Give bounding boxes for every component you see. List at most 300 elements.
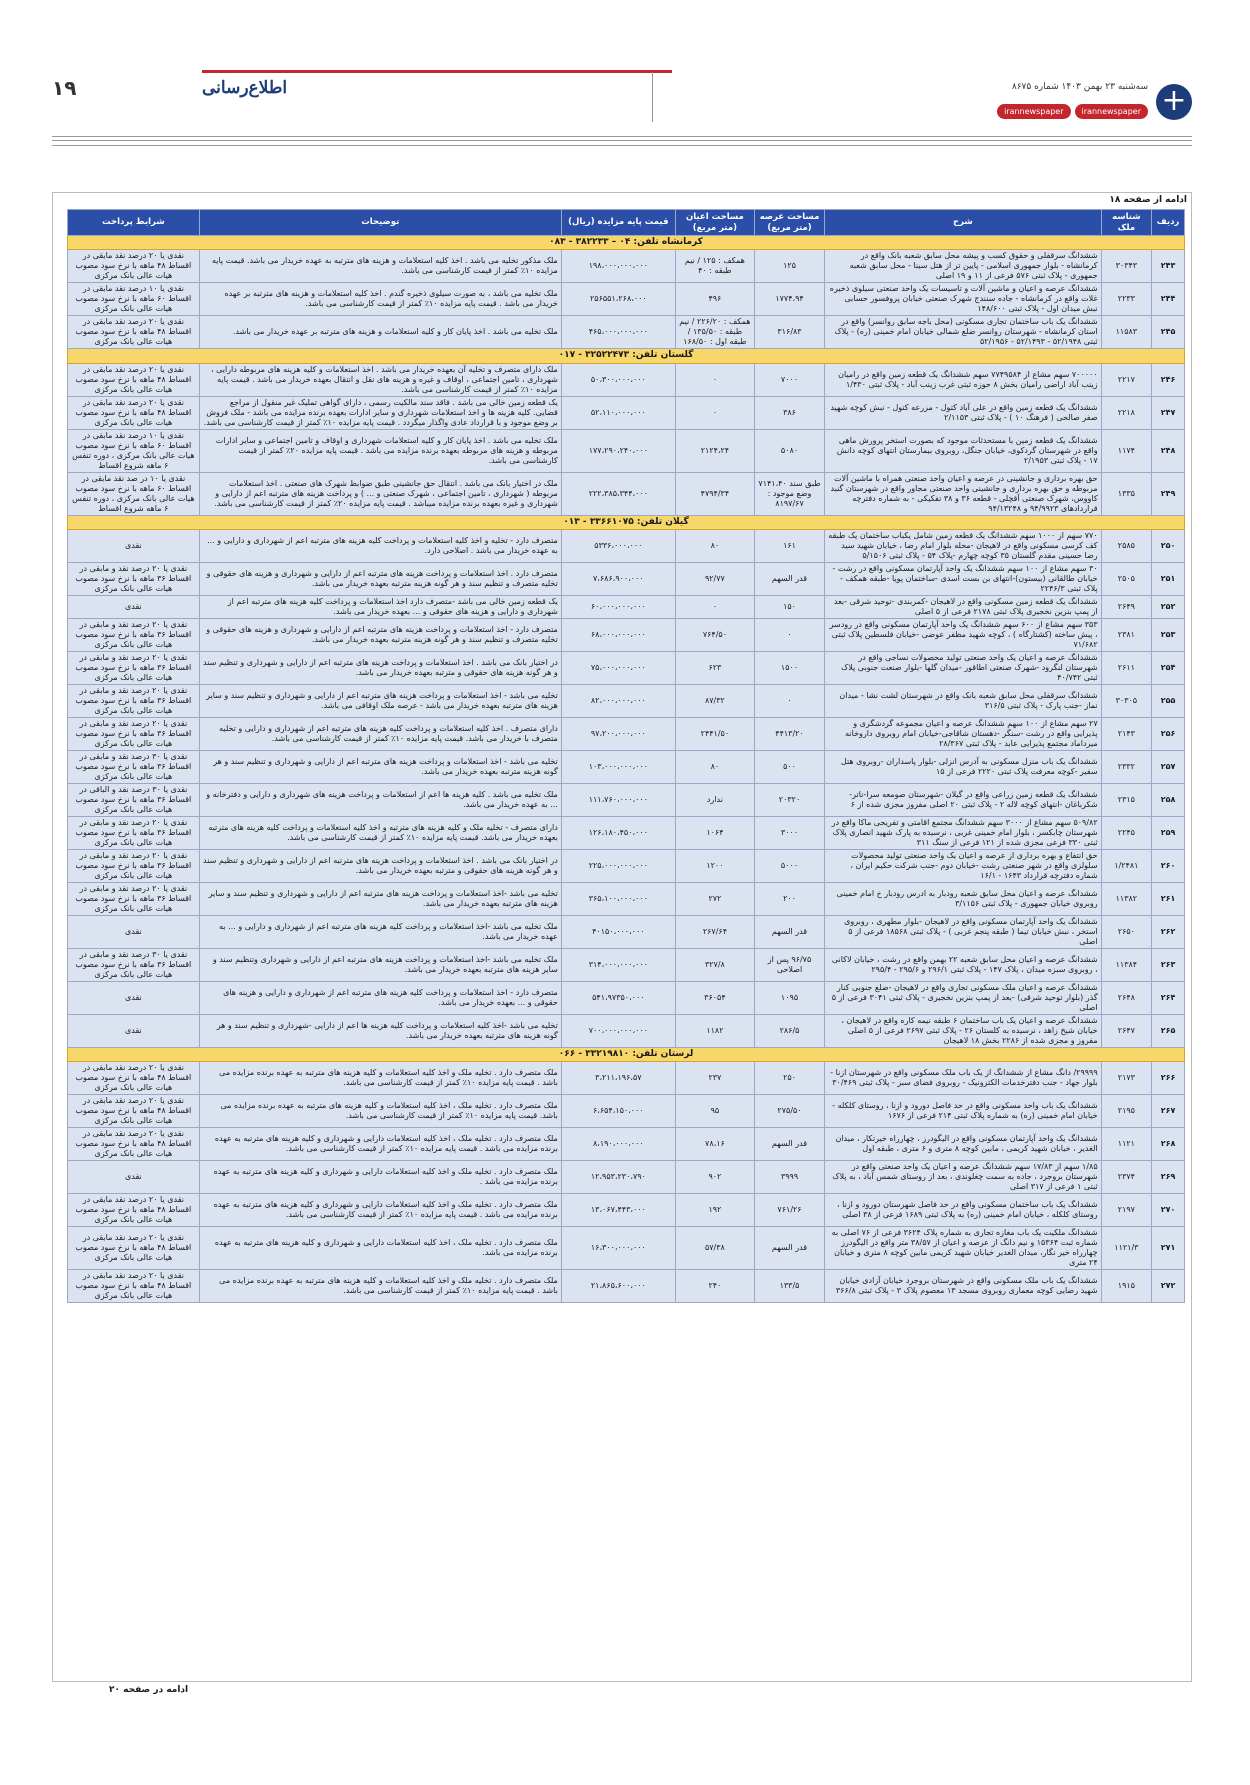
header-divider [652, 72, 653, 122]
property-id: ۲۳۱۵ [1101, 783, 1151, 816]
column-header: شناسه ملک [1101, 210, 1151, 236]
base-price: ۷۰۰،۰۰۰،۰۰۰،۰۰۰ [561, 1014, 675, 1047]
row-number: ۲۵۲ [1152, 595, 1185, 618]
property-id: ۲۲۴۵ [1101, 816, 1151, 849]
table-row [68, 316, 1185, 349]
dateline: سه‌شنبه ۲۳ بهمن ۱۴۰۳ شماره ۸۶۷۵ [1011, 82, 1148, 92]
land-area: ۱۷۷۴،۹۴ [754, 283, 824, 316]
row-number: ۲۵۰ [1152, 529, 1185, 562]
row-number: ۲۴۶ [1152, 363, 1185, 396]
land-area: ۷۰۰۰ [754, 363, 824, 396]
table-row [68, 250, 1185, 283]
property-description: ششدانگ یک قطعه زمین با مستحدثات موجود که بصورت استخر پرورش ماهی واقع در شهرستان گردکوی، خیابان جنگل، روبروی بیمارستان انتهای کوچه دانش ۱۷ - پلاک ثبتی ۲/۱۹۵۳ [825, 429, 1102, 472]
property-description: ششدانگ عرصه و اعیان محل سابق شعبه رودبار به ادرس رودبار خ امام خمینی روبروی خیابان جمهوری - پلاک ثبتی ۳/۱۱۵۶ [825, 882, 1102, 915]
province-title: لرستان تلفن: ۳۳۲۱۹۸۱۰ - ۰۶۶ [68, 1047, 1185, 1061]
payment-terms: نقدی یا ۳۰ درصد نقد و مابقی در اقساط ۳۶ ماهه با نرخ سود مصوب هیات عالی بانک مرکزی [68, 948, 200, 981]
province-header [68, 349, 1185, 363]
auction-notes: ملک تخلیه می باشد . اخذ پایان کار و کلیه استعلامات و هزینه های مترتبه بر عهده خریدار می باشد. [199, 316, 561, 349]
land-area: ۲۷۵/۵۰ [754, 1095, 824, 1128]
base-price: ۶۰،۰۰۰،۰۰۰،۰۰۰ [561, 595, 675, 618]
built-area: ۳۲۷/۸ [675, 948, 754, 981]
land-area: قدر السهم [754, 1227, 824, 1270]
base-price: ۲۱،۸۶۵،۶۰۰،۰۰۰ [561, 1270, 675, 1303]
base-price: ۴۰۱۵۰،۰۰۰،۰۰۰ [561, 915, 675, 948]
divider [52, 140, 1192, 141]
property-description: ششدانگ یک واحد آپارتمان مسکونی واقع در الیگودرز ، چهارراه خیرتکار ، میدان الغدیر ، خیابان شهید کریمی ، مابین کوچه ۸ متری و ۶ متری ، طبقه اول [825, 1128, 1102, 1161]
payment-terms: نقدی یا ۲۰ درصد نقد مابقی در اقساط ۴۸ ماهه با نرخ سود مصوب هیات عالی بانک مرکزی [68, 316, 200, 349]
row-number: ۲۶۸ [1152, 1128, 1185, 1161]
auction-notes: ملک تخلیه می باشد -اخذ استعلامات و پرداخت هزینه های مترتبه اعم از دارایی و شهرداری وتنظیم سند و سایر هزینه های مترتبه بعهده خریدار می باشد. [199, 948, 561, 981]
province-header [68, 1047, 1185, 1061]
payment-terms: نقدی یا ۲۰ درصد نقد و مابقی در اقساط ۳۶ ماهه با نرخ سود مصوب هیات عالی بانک مرکزی [68, 717, 200, 750]
auction-notes: ملک متصرف دارد . تخلیه ملک ، اخذ کلیه استعلامات دارایی و شهرداری و کلیه هزینه های مترتبه به عهده برنده مزایده می باشد . قیمت پایه مزایده ۱۰٪ کمتر از قیمت کارشناسی می باشد. [199, 1128, 561, 1161]
auction-notes: متصرف دارد - اخذ استعلامات و پرداخت کلیه هزینه های مترتبه اعم از شهرداری و دارایی و هزینه های حقوقی و ... بعهده خریدار می باشد. [199, 981, 561, 1014]
table-header-row [68, 210, 1185, 236]
property-id: ۲۳۸۱ [1101, 618, 1151, 651]
base-price: ۱۳،۰۶۷،۴۴۳،۰۰۰ [561, 1194, 675, 1227]
table-row [68, 618, 1185, 651]
property-description: ششدانگ سرقفلی محل سابق شعبه بانک واقع در شهرستان لشت نشا - میدان نماز -جنب پارک - پلاک ثبتی ۳۱۶/۵ [825, 684, 1102, 717]
land-area: ۲۸۶/۵ [754, 1014, 824, 1047]
table-row [68, 1270, 1185, 1303]
auction-notes: ملک تخلیه می باشد . کلیه هزینه ها اعم از استعلامات و پرداخت هزینه های شهرداری و دارایی و دفترخانه و ... به عهده خریدار می باشد. [199, 783, 561, 816]
property-id: ۱۱۲۱ [1101, 1128, 1151, 1161]
table-row [68, 595, 1185, 618]
payment-terms: نقدی [68, 1014, 200, 1047]
payment-terms: نقدی [68, 595, 200, 618]
property-id: ۱۳۳۵ [1101, 472, 1151, 515]
property-description: ششدانگ یک قطعه زمین واقع در علی آباد کتول - مزرعه کتول - نبش کوچه شهید صفر صالحی ( فرهنگ ۱۰ ) - پلاک ثبتی ۲/۱۱۵۳ [825, 396, 1102, 429]
payment-terms: نقدی یا ۲۰ درصد نقد مابقی در اقساط ۴۸ ماهه با نرخ سود مصوب هیات عالی بانک مرکزی [68, 1227, 200, 1270]
property-id: ۱۱۷۴ [1101, 429, 1151, 472]
table-row [68, 684, 1185, 717]
land-area: ۳۹۹۹ [754, 1161, 824, 1194]
payment-terms: نقدی [68, 981, 200, 1014]
auction-notes: در اختیار بانک می باشد . اخذ استعلامات و پرداخت هزینه های مترتبه اعم از دارایی و شهرداری و تنظیم سند و هر گونه هزینه های حقوقی و مترتبه بعهده خریدار می باشد. [199, 849, 561, 882]
land-area: ۱۵۰۰ [754, 651, 824, 684]
payment-terms: نقدی یا ۲۰ درصد نقد و مابقی در اقساط ۳۶ ماهه با نرخ سود مصوب هیات عالی بانک مرکزی [68, 618, 200, 651]
land-area: ۰ [754, 618, 824, 651]
province-header [68, 236, 1185, 250]
base-price: ۳۶۵،۱۰۰،۰۰۰،۰۰۰ [561, 882, 675, 915]
built-area: ۲۷۲ [675, 882, 754, 915]
row-number: ۲۵۳ [1152, 618, 1185, 651]
built-area: ۲۶۷/۶۴ [675, 915, 754, 948]
row-number: ۲۷۰ [1152, 1194, 1185, 1227]
property-description: ششدانگ یک باب منزل مسکونی به آدرس انزلی -بلوار پاسداران -روبروی هتل سفیر -کوچه معرفت پلاک ثبتی ۲۲۲۰ فرعی از ۱۵ [825, 750, 1102, 783]
built-area: ۳۶۰۵۴ [675, 981, 754, 1014]
payment-terms: نقدی یا ۲۰ درصد نقد و مابقی در اقساط ۳۶ ماهه با نرخ سود مصوب هیات عالی بانک مرکزی [68, 684, 200, 717]
base-price: ۷۵،۰۰۰،۰۰۰،۰۰۰ [561, 651, 675, 684]
table-row [68, 1095, 1185, 1128]
land-area: ۵۰۸۰ [754, 429, 824, 472]
auction-notes: ملک متصرف دارد . تخلیه ملک و اخذ کلیه استعلامات دارایی و شهرداری و کلیه هزینه های مترتبه به عهده برنده مزایده می باشد . قیمت پایه مزایده ۱۰٪ کمتر از قیمت کارشناسی می باشد. [199, 1194, 561, 1227]
payment-terms: نقدی [68, 529, 200, 562]
auction-notes: یک قطعه زمین خالی می باشد -متصرف دارد اخذ استعلامات و پرداخت کلیه هزینه های مترتبه اعم از شهرداری و دارایی و هزینه های حقوقی و ... بعهده خریدار می باشد. [199, 595, 561, 618]
property-id: ۲۱۷۳ [1101, 1062, 1151, 1095]
property-id: ۲۲۳۳ [1101, 283, 1151, 316]
payment-terms: نقدی یا ۱۰ در صد نقد مابقی در اقساط ۶۰ ماهه با نرخ سود مصوب هیات عالی بانک مرکزی ، دوره تنفس ۶ ماهه شروع اقساط [68, 472, 200, 515]
auction-notes: ملک دارای متصرف و تخلیه آن بعهده خریدار می باشد . اخذ استعلامات و کلیه هزینه های مربوطه دارایی ، شهرداری ، تامین اجتماعی ، اوقاف و غیره و هزینه های نقل و انتقال بعهده خریدار می باشد . قیمت پایه مزایده ۱۰٪ کمتر از قیمت کارشناسی می باشد. [199, 363, 561, 396]
built-area: ۹۰۲ [675, 1161, 754, 1194]
table-row [68, 562, 1185, 595]
property-description: ششدانگ ملکیت یک باب مغازه تجاری به شماره پلاک ۳۶۲۴ فرعی از ۷۶ اصلی به شماره ثبت ۱۵۳۶۴ و نیم دانگ از عرصه و اعیان از ۳۸/۵۷ متر واقع در الیگودرز چهارراه خیر نگار، میدان الغدیر خیابان شهید کریمی مابین کوچه ۸ متری و خیابان ۲۴ متری [825, 1227, 1102, 1270]
table-row [68, 915, 1185, 948]
table-row [68, 396, 1185, 429]
table-row [68, 1161, 1185, 1194]
plus-icon: + [1156, 84, 1192, 120]
base-price: ۸۲،۰۰۰،۰۰۰،۰۰۰ [561, 684, 675, 717]
auction-notes: ملک متصرف دارد . تخلیه ملک و اخذ کلیه استعلامات و کلیه هزینه های مترتبه به عهده برنده مزایده می باشد . قیمت پایه مزایده ۱۰٪ کمتر از قیمت کارشناسی می باشد. [199, 1062, 561, 1095]
table-row [68, 750, 1185, 783]
built-area: ۰ [675, 595, 754, 618]
land-area: ۳۰۰۰ [754, 816, 824, 849]
property-table [67, 209, 1185, 1303]
built-area: ۹۲/۷۷ [675, 562, 754, 595]
row-number: ۲۶۷ [1152, 1095, 1185, 1128]
province-title: گیلان تلفن: ۳۳۶۶۱۰۷۵ - ۰۱۳ [68, 515, 1185, 529]
payment-terms: نقدی یا ۲۰ درصد نقد مابقی در اقساط ۴۸ ماهه با نرخ سود مصوب هیات عالی بانک مرکزی [68, 1128, 200, 1161]
property-id: ۲۵۸۵ [1101, 529, 1151, 562]
property-description: ششدانگ سرقفلی و حقوق کسب و پیشه محل سابق شعبه بانک واقع در کرمانشاه - بلوار جمهوری اسلامی - پایین تر از هتل سینا - محل سابق شعبه جمهوری - پلاک ثبتی ۵۷۶ فرعی از ۱۱ و ۱۹ اصلی [825, 250, 1102, 283]
built-area: ۱۰۶۴ [675, 816, 754, 849]
row-number: ۲۴۵ [1152, 316, 1185, 349]
land-area: قدر السهم [754, 915, 824, 948]
property-id: ۲۲۱۷ [1101, 363, 1151, 396]
property-id: ۱۹۱۵ [1101, 1270, 1151, 1303]
header-rule [202, 70, 672, 73]
land-area: ۲۰۳۲۰ [754, 783, 824, 816]
province-header [68, 515, 1185, 529]
property-description: ششدانگ عرصه و اعیان و ماشین آلات و تاسیسات یک واحد صنعتی سیلوی ذخیره غلات واقع در کرمانشاه - جاده سنندج شهرک صنعتی خیابان پروفسور حسابی نبش میدان اول - پلاک ثبتی ۱۴۸/۶۰۰ [825, 283, 1102, 316]
auction-notes: تخلیه می باشد - اخذ استعلامات و پرداخت هزینه های مترتبه اعم از دارایی و شهرداری و تنظیم سند و هر گونه هزینه مترتبه بعهده خریدار می باشد. [199, 750, 561, 783]
built-area: ۰ [675, 396, 754, 429]
property-description: حق انتفاع و بهره برداری از عرصه و اعیان یک واحد صنعتی تولید محصولات سلولزی واقع در شهر صنعتی رشت -خیابان دوم -جنب شرکت حکیم ایران ، شماره دفترچه قرارداد ۱۶۴۳ - ۱۶/۱ [825, 849, 1102, 882]
telegram-handle[interactable]: irannewspaper [997, 104, 1070, 119]
row-number: ۲۴۳ [1152, 250, 1185, 283]
property-id: ۲۶۵۰ [1101, 915, 1151, 948]
property-description: ششدانگ یک واحد آپارتمان مسکونی واقع در لاهیجان -بلوار مطهری ، روبروی استخر ، نبش خیابان تیما ( طبقه پنجم غربی ) - پلاک ثبتی ۱۸۵۶۸ فرعی از ۵ اصلی [825, 915, 1102, 948]
property-description: ششدانگ عرصه و اعیان محل سابق شعبه ۲۲ بهمن واقع در رشت ، خیابان لاکانی ، روبروی سبزه میدان ، پلاک ۱۴۷ - پلاک ثبتی ۲۹۶/۱ و ۲۹۵/۶ - ۲۹۵/۴ [825, 948, 1102, 981]
property-description: ۷۷۰ سهم از ۱۰۰۰ سهم ششدانگ یک قطعه زمین شامل یکباب ساختمان یک طبقه کف کرسی مسکونی واقع در لاهیجان -محله بلوار امام رضا ، خیابان شهید سید رضا حسینی مقدم گلستان ۳۵ کوچه چهارم -پلاک ۵۴ - پلاک ثبتی ۵/۱۵۰۶ [825, 529, 1102, 562]
land-area: ۱۲۵ [754, 250, 824, 283]
row-number: ۲۵۷ [1152, 750, 1185, 783]
property-description: ششدانگ یک قطعه زمین مسکونی واقع در لاهیجان -کمربندی -توحید شرقی -بعد از پمپ بنزین نخجیری پلاک ثبتی ۲۱۷۸ فرعی از ۵ اصلی [825, 595, 1102, 618]
payment-terms: نقدی یا ۲۰ درصد نقد و مابقی در اقساط ۳۶ ماهه با نرخ سود مصوب هیات عالی بانک مرکزی [68, 562, 200, 595]
base-price: ۲۲۲،۳۸۵،۳۴۴،۰۰۰ [561, 472, 675, 515]
land-area: ۳۱۶/۸۳ [754, 316, 824, 349]
auction-notes: ملک مذکور تخلیه می باشد . اخذ کلیه استعلامات و هزینه های مترتبه به عهده خریدار می باشد. قیمت پایه مزایده ۱۰٪ کمتر از قیمت کارشناسی می باشد. [199, 250, 561, 283]
property-description: ۳۵۳ سهم مشاع از ۶۰۰ سهم ششدانگ یک واحد آپارتمان مسکونی واقع در رودسر ، پیش ساخته (کشتارگاه ) ، کوچه شهید مظفر عوضی -خیابان فلسطین پلاک ثبتی ۷۱/۶۸۲ [825, 618, 1102, 651]
auction-notes: ملک تخلیه می باشد ، به صورت سیلوی ذخیره گندم . اخذ کلیه استعلامات و هزینه های مترتبه بر عهده خریدار می باشد . قیمت پایه مزایده ۱۰٪ کمتر از قیمت کارشناسی می باشد. [199, 283, 561, 316]
table-row [68, 948, 1185, 981]
column-header: توضیحات [199, 210, 561, 236]
property-description: ششدانگ یک باب ملک مسکونی واقع در شهرستان بروجرد خیابان آزادی خیابان شهید رضایی کوچه معماری روبروی مسجد ۱۳ معصوم پلاک ۳ - پلاک ثبتی ۳۶۶/۸ [825, 1270, 1102, 1303]
continued-from: ادامه از صفحه ۱۸ [1109, 195, 1187, 205]
property-id: ۲۱۹۵ [1101, 1095, 1151, 1128]
auction-notes: ملک در اختیار بانک می باشد . انتقال حق جانشینی طبق ضوابط شهرک های صنعتی . اخذ استعلامات مربوطه ( شهرداری ، تامین اجتماعی ، شهرک صنعتی و ... ) و پرداخت هزینه های مترتبه اعم از دارایی و شهرداری و غیره بعهده برنده مزایده میباشد . قیمت پایه مزایده ۲۰٪ کمتر از قیمت کارشناسی می باشد. [199, 472, 561, 515]
table-body [68, 236, 1185, 1303]
property-description: ششدانگ عرصه و اعیان یک واحد صنعتی تولید محصولات نساجی واقع در شهرستان لنگرود -شهرک صنعتی اطاقور -میدان گلها -بلوار صنعت جنوبی پلاک ثبتی ۴۰/۷۴۲ [825, 651, 1102, 684]
property-id: ۲۳۳۲ [1101, 750, 1151, 783]
column-header: ردیف [1152, 210, 1185, 236]
auction-notes: متصرف دارد - تخلیه و اخذ کلیه استعلامات و پرداخت کلیه هزینه های مترتبه اعم از شهرداری و دارایی و ... به عهده خریدار می باشد . اصلاحی دارد. [199, 529, 561, 562]
table-row [68, 1014, 1185, 1047]
base-price: ۵۲،۱۱۰،۰۰۰،۰۰۰ [561, 396, 675, 429]
column-header: قیمت پایه مزایده (ریال) [561, 210, 675, 236]
row-number: ۲۴۹ [1152, 472, 1185, 515]
divider [52, 136, 1192, 137]
column-header: مساحت اعیان (متر مربع) [675, 210, 754, 236]
auction-notes: متصرف دارد . اخذ استعلامات و پرداخت هزینه های مترتبه اعم از دارایی و شهرداری و هزینه های حقوقی و تخلیه متصرف و تنظیم سند و هر گونه هزینه مترتبه بعهده خریدار می باشد. [199, 562, 561, 595]
auction-notes: در اختیار بانک می باشد . اخذ استعلامات و پرداخت هزینه های مترتبه اعم از دارایی و شهرداری و تنظیم سند و هر گونه هزینه های حقوقی و مترتبه بعهده خریدار می باشد. [199, 651, 561, 684]
built-area: ۸۰ [675, 750, 754, 783]
land-area: ۱۵۰ [754, 595, 824, 618]
built-area: ۰ [675, 363, 754, 396]
table-row [68, 429, 1185, 472]
payment-terms: نقدی یا ۲۰ درصد نقد و مابقی در اقساط ۳۶ ماهه با نرخ سود مصوب هیات عالی بانک مرکزی [68, 651, 200, 684]
property-description: ششدانگ عرصه و اعیان ملک مسکونی تجاری واقع در لاهیجان -ضلع جنوبی کنار گذر (بلوار توحید شرقی) -بعد از پمپ بنزین نخجیری - پلاک ثبتی ۳۰۴۱ فرعی از ۵ اصلی [825, 981, 1102, 1014]
province-title: کرمانشاه تلفن: ۰۴ – ۳۸۲۲۳۳ - ۰۸۳ [68, 236, 1185, 250]
row-number: ۲۶۰ [1152, 849, 1185, 882]
land-area: طبق سند ۷۱۴۱،۴۰ وضع موجود : ۸۱۹۷/۶۷ [754, 472, 824, 515]
base-price: ۱۲۶،۱۸۰،۴۵۰،۰۰۰ [561, 816, 675, 849]
section-title: اطلاع‌رسانی [202, 78, 288, 98]
payment-terms: نقدی یا ۱۰ درصد نقد مابقی در اقساط ۶۰ ماهه با نرخ سود مصوب هیات عالی بانک مرکزی ، دوره تنفس ۶ ماهه شروع اقساط [68, 429, 200, 472]
built-area: ۴۷۹۴/۳۴ [675, 472, 754, 515]
property-id: ۲۶۱۱ [1101, 651, 1151, 684]
social-handles [997, 104, 1148, 119]
land-area: ۱۳۳/۵ [754, 1270, 824, 1303]
table-row [68, 1062, 1185, 1095]
built-area: ۸۰ [675, 529, 754, 562]
property-id: ۳۰۳۰۵ [1101, 684, 1151, 717]
row-number: ۲۶۱ [1152, 882, 1185, 915]
land-area: ۵۰۰۰ [754, 849, 824, 882]
property-description: ششدانگ عرصه و اعیان یک باب ساختمان ۶ طبقه نیمه کاره واقع در لاهیجان ، خیابان شیخ زاهد ، نرسیده به کلستان ۲۶ - پلاک ثبتی ۲۶۹۷ فرعی از ۵ اصلی مفروز و مجزی شده از ۲۲۸۶ بخش ۱۸ لاهیجان [825, 1014, 1102, 1047]
built-area: ۱۲۰۰ [675, 849, 754, 882]
auction-notes: تخلیه می باشد - اخذ استعلامات و پرداخت هزینه های مترتبه اعم از دارایی و شهرداری و تنظیم سند و سایر هزینه های مترتبه بعهده خریدار می باشد - عرصه ملک اوقافی می باشد. [199, 684, 561, 717]
auction-notes: ملک متصرف دارد . تخلیه ملک ، اخذ کلیه استعلامات دارایی و شهرداری و کلیه هزینه های مترتبه به عهده برنده مزایده می باشد. [199, 1227, 561, 1270]
property-description: ۵۰۹/۸۲ سهم مشاع از ۳۰۰۰ سهم ششدانگ مجتمع اقامتی و تفریحی ماکا واقع در شهرستان چابکسر ، بلوار امام خمینی غربی ، نرسیده به پارک شهید انصاری پلاک ثبتی ۳۳۰ فرعی مجزی شده از ۱۲۱ فرعی از سنگ ۳۱۱ [825, 816, 1102, 849]
row-number: ۲۴۷ [1152, 396, 1185, 429]
payment-terms: نقدی یا ۲۰ درصد نقد مابقی در اقساط ۴۸ ماهه با نرخ سود مصوب هیات عالی بانک مرکزی [68, 363, 200, 396]
table-row [68, 717, 1185, 750]
base-price: ۱۹۸،۰۰۰،۰۰۰،۰۰۰ [561, 250, 675, 283]
row-number: ۲۶۶ [1152, 1062, 1185, 1095]
base-price: ۱۰۳،۰۰۰،۰۰۰،۰۰۰ [561, 750, 675, 783]
land-area: ۳۸۶ [754, 396, 824, 429]
built-area: ۵۷/۳۸ [675, 1227, 754, 1270]
built-area: ۸۷/۳۲ [675, 684, 754, 717]
table-row [68, 529, 1185, 562]
table-row [68, 783, 1185, 816]
built-area: ۲۱۲۴،۲۴ [675, 429, 754, 472]
auction-notes: تخلیه می باشد -اخذ کلیه استعلامات و پرداخت کلیه هزینه ها اعم از دارایی -شهرداری و تنظیم سند و هر گونه هزینه های مترتبه بعهده خریدار می باشد. [199, 1014, 561, 1047]
property-id: ۱۱۳۸۲ [1101, 882, 1151, 915]
payment-terms: نقدی یا ۲۰ درصد نقد مابقی در اقساط ۴۸ ماهه با نرخ سود مصوب هیات عالی بانک مرکزی [68, 1062, 200, 1095]
payment-terms: نقدی یا ۲۰ درصد نقد مابقی در اقساط ۴۸ ماهه با نرخ سود مصوب هیات عالی بانک مرکزی [68, 396, 200, 429]
auction-notes: یک قطعه زمین خالی می باشد . فاقد سند مالکیت رسمی ، دارای گواهی تملیک غیر منقول از مراجع قضایی. کلیه هزینه ها و اخذ استعلامات شهرداری و سایر ادارات بعهده برنده مزایده می باشد - ملک فروش بر وضع موجود و با قرارداد عادی واگذار میگردد . قیمت پایه مزایده ۱۰٪ کمتر از قیمت کارشناسی می باشد. [199, 396, 561, 429]
property-description: ۲۷ سهم مشاع از ۱۰۰ سهم ششدانگ عرصه و اعیان مجموعه گردشگری و پذیرایی واقع در رشت -سنگر -دهستان شاقاجی-خیابان امام روبروی داروخانه میرداماد مجتمع پذیرایی عابد - پلاک ثبتی ۲۸/۳۶۷ [825, 717, 1102, 750]
property-id: ۱۱۵۸۳ [1101, 316, 1151, 349]
row-number: ۲۵۶ [1152, 717, 1185, 750]
built-area: ۶۲۳ [675, 651, 754, 684]
table-row [68, 1227, 1185, 1270]
column-header: مساحت عرصه (متر مربع) [754, 210, 824, 236]
continued-to: ادامه در صفحه ۲۰ [109, 1685, 189, 1695]
built-area: ۷۶۴/۵۰ [675, 618, 754, 651]
province-title: گلستان تلفن: ۳۲۵۲۲۴۷۳ - ۰۱۷ [68, 349, 1185, 363]
auction-notes: دارای متصرف - تخلیه ملک و کلیه هزینه های مترتبه و اخذ کلیه استعلامات و پرداخت کلیه هزینه های مترتبه بعهده خریدار می باشد. قیمت پایه مزایده ۱۰٪ کمتر از قیمت کارشناسی می باشد. [199, 816, 561, 849]
built-area: ۲۴۴۱/۵۰ [675, 717, 754, 750]
payment-terms: نقدی یا ۲۰ درصد نقد مابقی در اقساط ۴۸ ماهه با نرخ سود مصوب هیات عالی بانک مرکزی [68, 1095, 200, 1128]
payment-terms: نقدی یا ۳۰ درصد نقد و الباقی در اقساط ۳۶ ماهه با نرخ سود مصوب هیات عالی بانک مرکزی [68, 783, 200, 816]
auction-notes: ملک تخلیه می باشد . اخذ پایان کار و کلیه استعلامات شهرداری و اوقاف و تامین اجتماعی و سایر ادارات مربوطه و هزینه های مربوطه بعهده برنده مزایده می باشد . قیمت پایه مزایده ۲۰٪ کمتر از قیمت کارشناسی می باشد. [199, 429, 561, 472]
base-price: ۸،۱۹۰،۰۰۰،۰۰۰ [561, 1128, 675, 1161]
row-number: ۲۴۸ [1152, 429, 1185, 472]
payment-terms: نقدی یا ۲۰ درصد نقد و مابقی در اقساط ۳۶ ماهه با نرخ سود مصوب هیات عالی بانک مرکزی [68, 849, 200, 882]
built-area: ۲۴۰ [675, 1270, 754, 1303]
land-area: ۷۶۱/۲۶ [754, 1194, 824, 1227]
property-id: ۱۱۲۱/۳ [1101, 1227, 1151, 1270]
row-number: ۲۷۱ [1152, 1227, 1185, 1270]
auction-notes: دارای متصرف . اخذ کلیه استعلامات و پرداخت کلیه هزینه های مترتبه اعم از شهرداری و دارایی و تخلیه متصرف با خریدار می باشد. قیمت پایه مزایده ۱۰٪ کمتر از قیمت کارشناسی می باشد. [199, 717, 561, 750]
property-description: ششدانگ یک قطعه زمین زراعی واقع در گیلان -شهرستان صومعه سرا-ناتر-شکرباغان -انتهای کوچه لاله ۲ - پلاک ثبتی ۲۰ اصلی مفروز مجزی شده از ۶ [825, 783, 1102, 816]
base-price: ۳،۲۱۱،۱۹۶،۵۷ [561, 1062, 675, 1095]
property-id: ۲۶۴۷ [1101, 1014, 1151, 1047]
base-price: ۱۱۱،۷۶۰،۰۰۰،۰۰۰ [561, 783, 675, 816]
built-area: همکف : ۲۲۶/۲۰ / نیم طبقه : ۱۳۵/۵۰ / طبقه اول : ۱۶۸/۵۰ [675, 316, 754, 349]
auction-notes: متصرف دارد - اخذ استعلامات و پرداخت هزینه های مترتبه اعم از دارایی و شهرداری و هزینه های حقوقی و تخلیه متصرف و تنظیم سند و هر گونه هزینه مترتبه بعهده خریدار می باشد. [199, 618, 561, 651]
base-price: ۹۷،۲۰۰،۰۰۰،۰۰۰ [561, 717, 675, 750]
column-header: شرح [825, 210, 1102, 236]
land-area: ۲۰۰ [754, 882, 824, 915]
land-area: قدر السهم [754, 562, 824, 595]
property-id: ۲۶۴۸ [1101, 981, 1151, 1014]
payment-terms: نقدی یا ۳۰ درصد نقد و مابقی در اقساط ۳۶ ماهه با نرخ سود مصوب هیات عالی بانک مرکزی [68, 750, 200, 783]
built-area: همکف : ۱۲۵ / نیم طبقه : ۴۰ [675, 250, 754, 283]
column-header: شرایط پرداخت [68, 210, 200, 236]
row-number: ۲۵۵ [1152, 684, 1185, 717]
row-number: ۲۷۲ [1152, 1270, 1185, 1303]
property-id: ۱/۲۴۸۱ [1101, 849, 1151, 882]
row-number: ۲۵۹ [1152, 816, 1185, 849]
property-description: ۳۰ سهم مشاع از ۱۰۰ سهم ششدانگ یک واحد آپارتمان مسکونی واقع در رشت - خیابان طالقانی (بیستون)-انتهای بن بست اسدی -ساختمان پویا -طبقه همکف - پلاک ثبتی ۲۲۴۶/۳ [825, 562, 1102, 595]
row-number: ۲۵۱ [1152, 562, 1185, 595]
row-number: ۲۵۴ [1152, 651, 1185, 684]
auction-notes: ملک متصرف دارد . تخلیه ملک ، اخذ کلیه استعلامات و کلیه هزینه های مترتبه به عهده برنده مزایده می باشد. قیمت پایه مزایده ۱۰٪ کمتر از قیمت کارشناسی می باشد. [199, 1095, 561, 1128]
property-description: ۲۹۹۹۹/ دانگ مشاع از ششدانگ از یک باب ملک مسکونی واقع در شهرستان ازنا - بلوار جهاد - جنب دفترخدمات الکترونیک - روبروی فضای سبز - پلاک ثبتی ۳۰/۴۶۹ [825, 1062, 1102, 1095]
payment-terms: نقدی یا ۲۰ درصد نقد مابقی در اقساط ۴۸ ماهه با نرخ سود مصوب هیات عالی بانک مرکزی [68, 250, 200, 283]
land-area: ۹۶/۷۵ پس از اصلاحی [754, 948, 824, 981]
property-id: ۳۰۳۴۳ [1101, 250, 1151, 283]
table-row [68, 882, 1185, 915]
table-row [68, 981, 1185, 1014]
table-row [68, 283, 1185, 316]
table-row [68, 1194, 1185, 1227]
land-area: ۱۰۹۵ [754, 981, 824, 1014]
property-id: ۲۶۴۹ [1101, 595, 1151, 618]
built-area: ۱۱۸۲ [675, 1014, 754, 1047]
property-id: ۲۵۰۵ [1101, 562, 1151, 595]
built-area: ندارد [675, 783, 754, 816]
page-number: ۱۹ [52, 76, 77, 100]
instagram-handle[interactable]: irannewspaper [1075, 104, 1148, 119]
auction-listing [52, 192, 1192, 1695]
payment-terms: نقدی [68, 915, 200, 948]
base-price: ۱۷۷،۲۹۰،۲۴۰،۰۰۰ [561, 429, 675, 472]
payment-terms: نقدی یا ۲۰ درصد نقد مابقی در اقساط ۴۸ ماهه با نرخ سود مصوب هیات عالی بانک مرکزی [68, 1270, 200, 1303]
built-area: ۲۳۷ [675, 1062, 754, 1095]
table-row [68, 849, 1185, 882]
row-number: ۲۶۳ [1152, 948, 1185, 981]
row-number: ۲۶۵ [1152, 1014, 1185, 1047]
property-description: ۱/۸۵ سهم از ۱۷/۸۳ سهم ششدانگ عرصه و اعیان یک واحد صنعتی واقع در شهرستان بروجرد ، جاده به سمت چغلوندی ، بعد از روستای شمس آباد ، به پلاک ثبتی ۱ فرعی از ۳۱۷ اصلی [825, 1161, 1102, 1194]
base-price: ۵۰،۳۰۰،۰۰۰،۰۰۰ [561, 363, 675, 396]
property-description: ۷۰۰۰۰۰ سهم مشاع از ۷۷۴۹۵۸۴ سهم ششدانگ یک قطعه زمین واقع در رامیان زینب آباد اراضی رامیان بخش ۸ حوزه ثبتی غرب زینب آباد - پلاک ثبتی ۱/۴۳۰ [825, 363, 1102, 396]
base-price: ۱۶،۳۰۰،۰۰۰،۰۰۰ [561, 1227, 675, 1270]
payment-terms: نقدی یا ۲۰ درصد نقد و مابقی در اقساط ۳۶ ماهه با نرخ سود مصوب هیات عالی بانک مرکزی [68, 816, 200, 849]
row-number: ۲۶۹ [1152, 1161, 1185, 1194]
property-id: ۲۱۹۷ [1101, 1194, 1151, 1227]
built-area: ۱۹۲ [675, 1194, 754, 1227]
base-price: ۴۶۵،۰۰۰،۰۰۰،۰۰۰ [561, 316, 675, 349]
land-area: ۰ [754, 684, 824, 717]
row-number: ۲۶۲ [1152, 915, 1185, 948]
base-price: ۶،۶۵۴،۱۵۰،۰۰۰ [561, 1095, 675, 1128]
divider [52, 145, 1192, 146]
land-area: ۲۵۰ [754, 1062, 824, 1095]
base-price: ۲۵۶۵۵۱،۲۶۸،۰۰۰ [561, 283, 675, 316]
land-area: ۱۶۱ [754, 529, 824, 562]
table-row [68, 816, 1185, 849]
land-area: ۵۰۰ [754, 750, 824, 783]
property-id: ۲۳۷۴ [1101, 1161, 1151, 1194]
property-description: ششدانگ یک باب ساختمان مسکونی واقع در حد فاصل شهرستان دورود و ازنا ، روستای کلکله ، خیابان امام خمینی (ره) به پلاک ثبتی ۱۶۸۹ فرعی از ۳۸ اصلی [825, 1194, 1102, 1227]
land-area: قدر السهم [754, 1128, 824, 1161]
base-price: ۵۳۳۶،۰۰۰،۰۰۰ [561, 529, 675, 562]
auction-notes: ملک متصرف دارد . تخلیه ملک و اخذ کلیه استعلامات و کلیه هزینه های مترتبه به عهده برنده مزایده می باشد . قیمت پایه مزایده ۱۰٪ کمتر از قیمت کارشناسی می باشد. [199, 1270, 561, 1303]
base-price: ۱۲،۹۵۳،۲۳۰،۷۹۰ [561, 1161, 675, 1194]
base-price: ۷،۶۸۶،۹۰۰،۰۰۰ [561, 562, 675, 595]
auction-notes: تخلیه می باشد -اخذ استعلامات و پرداخت هزینه های مترتبه اعم از دارایی و شهرداری و تنظیم سند و سایر هزینه های مترتبه بعهده خریدار می باشد. [199, 882, 561, 915]
payment-terms: نقدی [68, 1161, 200, 1194]
auction-notes: ملک متصرف دارد . تخلیه ملک و اخذ کلیه استعلامات دارایی و شهرداری و کلیه هزینه های مترتبه به عهده برنده مزایده می باشد . [199, 1161, 561, 1194]
land-area: ۴۴۱۳/۲۰ [754, 717, 824, 750]
property-id: ۱۱۳۸۴ [1101, 948, 1151, 981]
table-row [68, 472, 1185, 515]
payment-terms: نقدی یا ۱۰ درصد نقد مابقی در اقساط ۶۰ ماهه با نرخ سود مصوب هیات عالی بانک مرکزی [68, 283, 200, 316]
property-id: ۲۱۴۳ [1101, 717, 1151, 750]
property-description: حق بهره برداری و جانشینی در عرصه و اعیان واحد صنعتی همراه با ماشین آلات مربوطه و حق بهره برداری و جانشینی واحد صنعتی مجاور واقع در شهرستان گنبد کاووس، شهرک صنعتی آقچلی - قطعه ۳۶ و ۳۸ تفکیکی - به شماره دفترچه قراردادهای ۹۴/۹۹۲۳ و ۹۴/۱۳۲۴۸ [825, 472, 1102, 515]
row-number: ۲۶۴ [1152, 981, 1185, 1014]
property-description: ششدانگ یک باب ساختمان تجاری مسکونی (محل باجه سابق روانسر) واقع در استان کرمانشاه - شهرستان روانسر ضلع شمالی خیابان امام خمینی (ره) - پلاک ثبتی ۵۲/۱۹۴۸ - ۵۲/۱۴۹۳ - ۵۲/۱۹۵۶ [825, 316, 1102, 349]
property-description: ششدانگ یک باب واحد مسکونی واقع در حد فاصل دورود و ازنا ، روستای کلکله - خیابان امام خمینی (ره) به شماره پلاک ثبتی ۲۱۴ فرعی از ۱۶۷۶ [825, 1095, 1102, 1128]
table-row [68, 1128, 1185, 1161]
base-price: ۳۱۴،۰۰۰،۰۰۰،۰۰۰ [561, 948, 675, 981]
row-number: ۲۴۴ [1152, 283, 1185, 316]
property-id: ۲۲۱۸ [1101, 396, 1151, 429]
page-header [52, 70, 1192, 130]
payment-terms: نقدی یا ۲۰ درصد نقد و مابقی در اقساط ۳۶ ماهه با نرخ سود مصوب هیات عالی بانک مرکزی [68, 882, 200, 915]
payment-terms: نقدی یا ۲۰ درصد نقد مابقی در اقساط ۴۸ ماهه با نرخ سود مصوب هیات عالی بانک مرکزی [68, 1194, 200, 1227]
auction-notes: ملک تخلیه می باشد -اخذ استعلامات و پرداخت کلیه هزینه های مترتبه اعم از شهرداری و دارایی و ... به عهده خریدار می باشد. [199, 915, 561, 948]
row-number: ۲۵۸ [1152, 783, 1185, 816]
built-area: ۹۵ [675, 1095, 754, 1128]
built-area: ۴۹۶ [675, 283, 754, 316]
table-row [68, 363, 1185, 396]
